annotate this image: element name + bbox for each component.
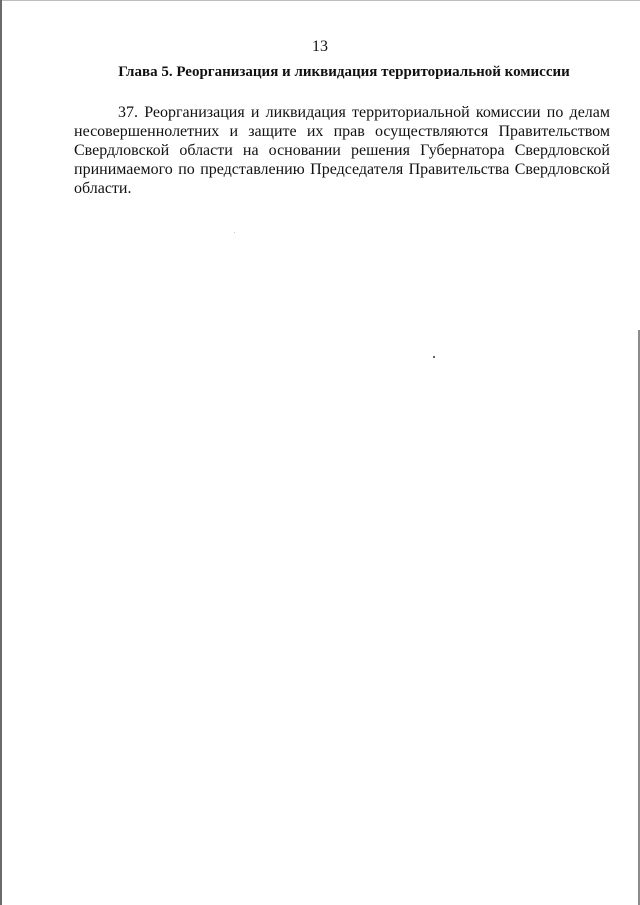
scan-speck [234, 232, 235, 233]
scan-edge-left [0, 0, 2, 905]
scan-edge-top [0, 0, 640, 1]
paragraph-line: Свердловской области на основании решения Губернатора Свердловской [74, 142, 610, 159]
scan-speck [433, 356, 435, 358]
page-number: 13 [312, 38, 328, 55]
chapter-title: Глава 5. Реорганизация и ликвидация территориальной комиссии [118, 64, 570, 80]
paragraph-line: несовершеннолетних и защите их прав осуществляются Правительством [74, 123, 610, 140]
paragraph-line: области. [74, 180, 132, 197]
paragraph-37 [74, 103, 610, 198]
paragraph-line: принимаемого по представлению Председателя Правительства Свердловской [74, 161, 610, 178]
paragraph-line: 37. Реорганизация и ликвидация территориальной комиссии по делам [118, 104, 610, 121]
